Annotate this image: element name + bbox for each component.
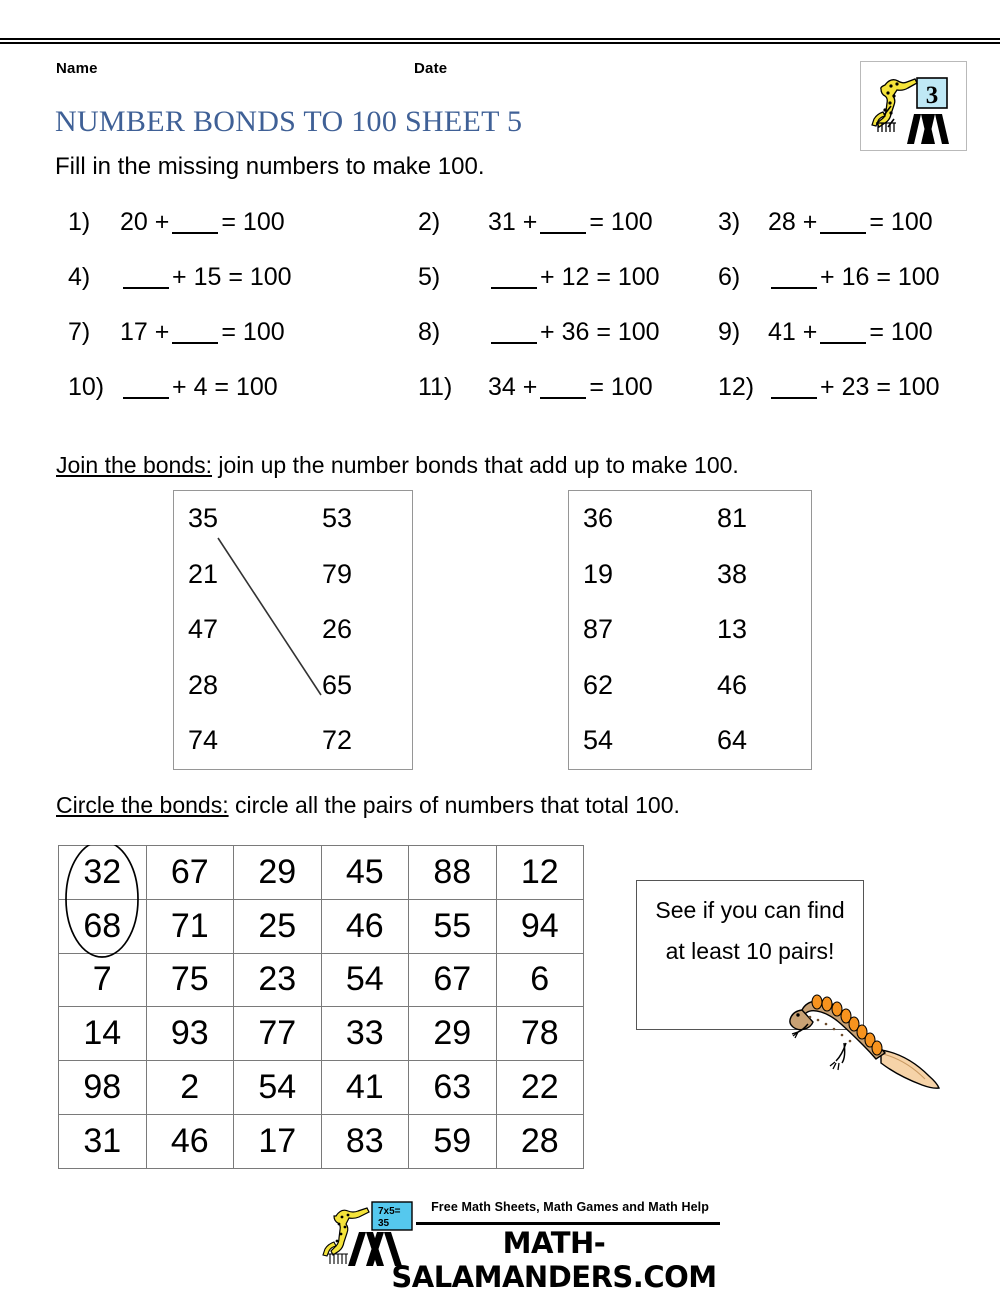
footer-wordmark: MATH-SALAMANDERS.COM [391,1226,717,1294]
equation-operand-left: 41 [768,318,796,346]
bond-number[interactable]: 13 [717,614,748,645]
logo-board-bottom-text: 35 [378,1218,390,1229]
equation-blank[interactable] [172,322,218,344]
grid-cell[interactable]: 55 [409,899,497,953]
equation-operator: + [540,318,555,346]
equation-operand-left: 17 [120,318,148,346]
table-row [59,846,584,900]
grid-cell[interactable]: 54 [234,1061,322,1115]
bond-box-right [568,490,812,770]
bond-number[interactable]: 19 [583,558,614,589]
bond-number[interactable]: 79 [322,558,353,589]
equation-operator: + [522,373,538,401]
equation-item [718,205,933,239]
equation-operator: + [172,373,187,401]
footer-tagline: Free Math Sheets, Math Games and Math Help [431,1200,709,1214]
header-divider [0,38,1000,44]
equation-operator: + [802,208,818,236]
equation-result: = 100 [221,208,285,236]
grid-cell[interactable]: 67 [409,953,497,1007]
equation-blank[interactable] [820,322,866,344]
equation-operator: + [154,208,170,236]
equation-result: = 100 [589,373,653,401]
equations-section [58,205,948,425]
hint-text: See if you can find at least 10 pairs! [655,897,845,964]
bond-number[interactable]: 36 [583,503,614,533]
equation-blank[interactable] [123,267,169,289]
bond-row [174,713,412,769]
grid-cell[interactable]: 29 [234,846,322,900]
grid-cell[interactable]: 83 [321,1114,409,1168]
equation-item [418,315,660,349]
bond-number[interactable]: 35 [188,503,219,533]
grid-cell[interactable]: 63 [409,1061,497,1115]
equation-operator: + [820,263,835,291]
equation-result: = 100 [876,263,940,291]
equation-result: = 100 [214,373,278,401]
equation-result: = 100 [596,318,660,346]
level-number-text: 3 [925,82,939,109]
equation-blank[interactable] [820,212,866,234]
grid-cell[interactable]: 94 [496,899,584,953]
grid-cell[interactable]: 29 [409,1007,497,1061]
equation-operator: + [172,263,187,291]
grid-cell[interactable]: 41 [321,1061,409,1115]
table-row [59,1007,584,1061]
equation-item [418,205,653,239]
grid-cell[interactable]: 77 [234,1007,322,1061]
bond-row [569,602,811,658]
table-row [59,953,584,1007]
grid-cell[interactable]: 25 [234,899,322,953]
equation-item [68,370,278,404]
equation-operand-left: 28 [768,208,796,236]
grid-cell[interactable]: 7 [59,953,147,1007]
table-row [59,899,584,953]
equation-result: = 100 [869,208,933,236]
equation-number: 11) [418,373,453,401]
equation-blank[interactable] [771,267,817,289]
grid-cell[interactable]: 31 [59,1114,147,1168]
bond-row [569,547,811,603]
grid-cell[interactable]: 78 [496,1007,584,1061]
grid-cell[interactable]: 23 [234,953,322,1007]
grid-cell[interactable]: 12 [496,846,584,900]
grid-cell[interactable]: 33 [321,1007,409,1061]
footer-divider [416,1222,720,1225]
equation-item [418,260,660,294]
circle-bonds-heading-bold: Circle the bonds: [56,792,229,818]
equation-number: 5) [418,263,441,291]
equation-number: 12) [718,373,755,401]
grid-cell[interactable]: 67 [146,846,234,900]
equation-number: 7) [68,318,91,346]
equation-operand-right: 16 [841,263,870,291]
bond-row [569,713,811,769]
equation-row [58,315,948,370]
equation-result: = 100 [876,373,940,401]
equation-operand-right: 12 [561,263,590,291]
bond-row [569,658,811,714]
equation-operand-left: 20 [120,208,148,236]
bond-number[interactable]: 62 [583,669,614,700]
equation-item [68,205,285,239]
equation-blank[interactable] [123,377,169,399]
header-divider-line-2 [0,42,1000,44]
table-row [59,1114,584,1168]
salamander-level-logo-icon [861,62,966,150]
equation-row [58,260,948,315]
equation-operand-right: 4 [193,373,208,401]
bond-number[interactable]: 81 [717,503,748,533]
bond-number[interactable]: 65 [322,669,353,700]
equation-result: = 100 [596,263,660,291]
join-bonds-heading-rest: join up the number bonds that add up to make 100. [212,452,739,478]
equation-number: 10) [68,373,105,401]
equation-operand-right: 15 [193,263,222,291]
grid-cell[interactable]: 68 [59,899,147,953]
equation-operator: + [154,318,170,346]
header-divider-line-1 [0,38,1000,40]
salamander-icon [786,988,951,1093]
grid-cell[interactable]: 45 [321,846,409,900]
equation-item [68,315,285,349]
level-logo-box [860,61,967,151]
grid-cell[interactable]: 2 [146,1061,234,1115]
equation-item [68,260,292,294]
equation-blank[interactable] [771,377,817,399]
equation-number: 8) [418,318,441,346]
equation-number: 3) [718,208,741,236]
equation-operator: + [802,318,818,346]
bond-row [174,491,412,547]
equation-operand-left: 34 [488,373,516,401]
bond-number[interactable]: 21 [188,558,219,589]
equation-item [718,260,940,294]
grid-cell[interactable]: 88 [409,846,497,900]
equation-number: 2) [418,208,441,236]
grid-cell[interactable]: 17 [234,1114,322,1168]
grid-cell[interactable]: 98 [59,1061,147,1115]
bond-number[interactable]: 72 [322,725,353,756]
grid-cell[interactable]: 32 [59,846,147,900]
equation-blank[interactable] [491,267,537,289]
grid-cell[interactable]: 54 [321,953,409,1007]
logo-board-top-text: 7x5= [378,1206,401,1217]
equation-number: 6) [718,263,741,291]
equation-item [718,370,940,404]
grid-cell[interactable]: 59 [409,1114,497,1168]
join-bonds-heading-bold: Join the bonds: [56,452,213,478]
equation-result: = 100 [221,318,285,346]
page-instruction: Fill in the missing numbers to make 100. [55,153,485,180]
bond-number[interactable]: 64 [717,725,748,756]
equation-item [418,370,653,404]
grid-cell[interactable]: 93 [146,1007,234,1061]
grid-cell[interactable]: 6 [496,953,584,1007]
equation-row [58,370,948,425]
equation-operator: + [540,263,555,291]
name-label: Name [56,60,98,77]
page-title: NUMBER BONDS TO 100 SHEET 5 [55,105,523,138]
footer [322,1196,722,1294]
bond-row [569,491,811,547]
name-date-row [56,60,856,82]
grid-cell[interactable]: 14 [59,1007,147,1061]
bond-number[interactable]: 47 [188,614,219,645]
bond-number[interactable]: 74 [188,725,219,756]
equation-blank[interactable] [491,322,537,344]
equation-number: 4) [68,263,91,291]
bond-number[interactable]: 28 [188,669,219,700]
bond-number[interactable]: 26 [322,614,353,645]
grid-cell[interactable]: 46 [321,899,409,953]
equation-number: 1) [68,208,91,236]
circle-bonds-heading-rest: circle all the pairs of numbers that total 100. [228,792,680,818]
bond-number[interactable]: 38 [717,558,748,589]
bond-box-left [173,490,413,770]
equation-operator: + [820,373,835,401]
table-row [59,1061,584,1115]
bond-row [174,658,412,714]
bond-row [174,547,412,603]
equation-number: 9) [718,318,741,346]
number-grid [58,845,584,1169]
equation-blank[interactable] [540,377,586,399]
equation-operand-left: 31 [488,208,516,236]
equation-blank[interactable] [540,212,586,234]
equation-item [718,315,933,349]
date-label: Date [414,60,448,77]
grid-cell[interactable]: 28 [496,1114,584,1168]
equation-blank[interactable] [172,212,218,234]
grid-cell[interactable]: 22 [496,1061,584,1115]
equation-operator: + [522,208,538,236]
join-bonds-heading [56,452,739,479]
equation-result: = 100 [589,208,653,236]
circle-bonds-heading [56,792,680,819]
equation-row [58,205,948,260]
bond-number[interactable]: 87 [583,614,614,645]
bond-number[interactable]: 46 [717,669,748,700]
equation-result: = 100 [869,318,933,346]
bond-number[interactable]: 54 [583,725,614,756]
grid-cell[interactable]: 71 [146,899,234,953]
equation-operand-right: 23 [841,373,870,401]
equation-operand-right: 36 [561,318,590,346]
grid-cell[interactable]: 75 [146,953,234,1007]
number-grid-wrapper [58,845,577,1162]
bond-row [174,602,412,658]
bond-number[interactable]: 53 [322,503,353,533]
equation-result: = 100 [228,263,292,291]
grid-cell[interactable]: 46 [146,1114,234,1168]
